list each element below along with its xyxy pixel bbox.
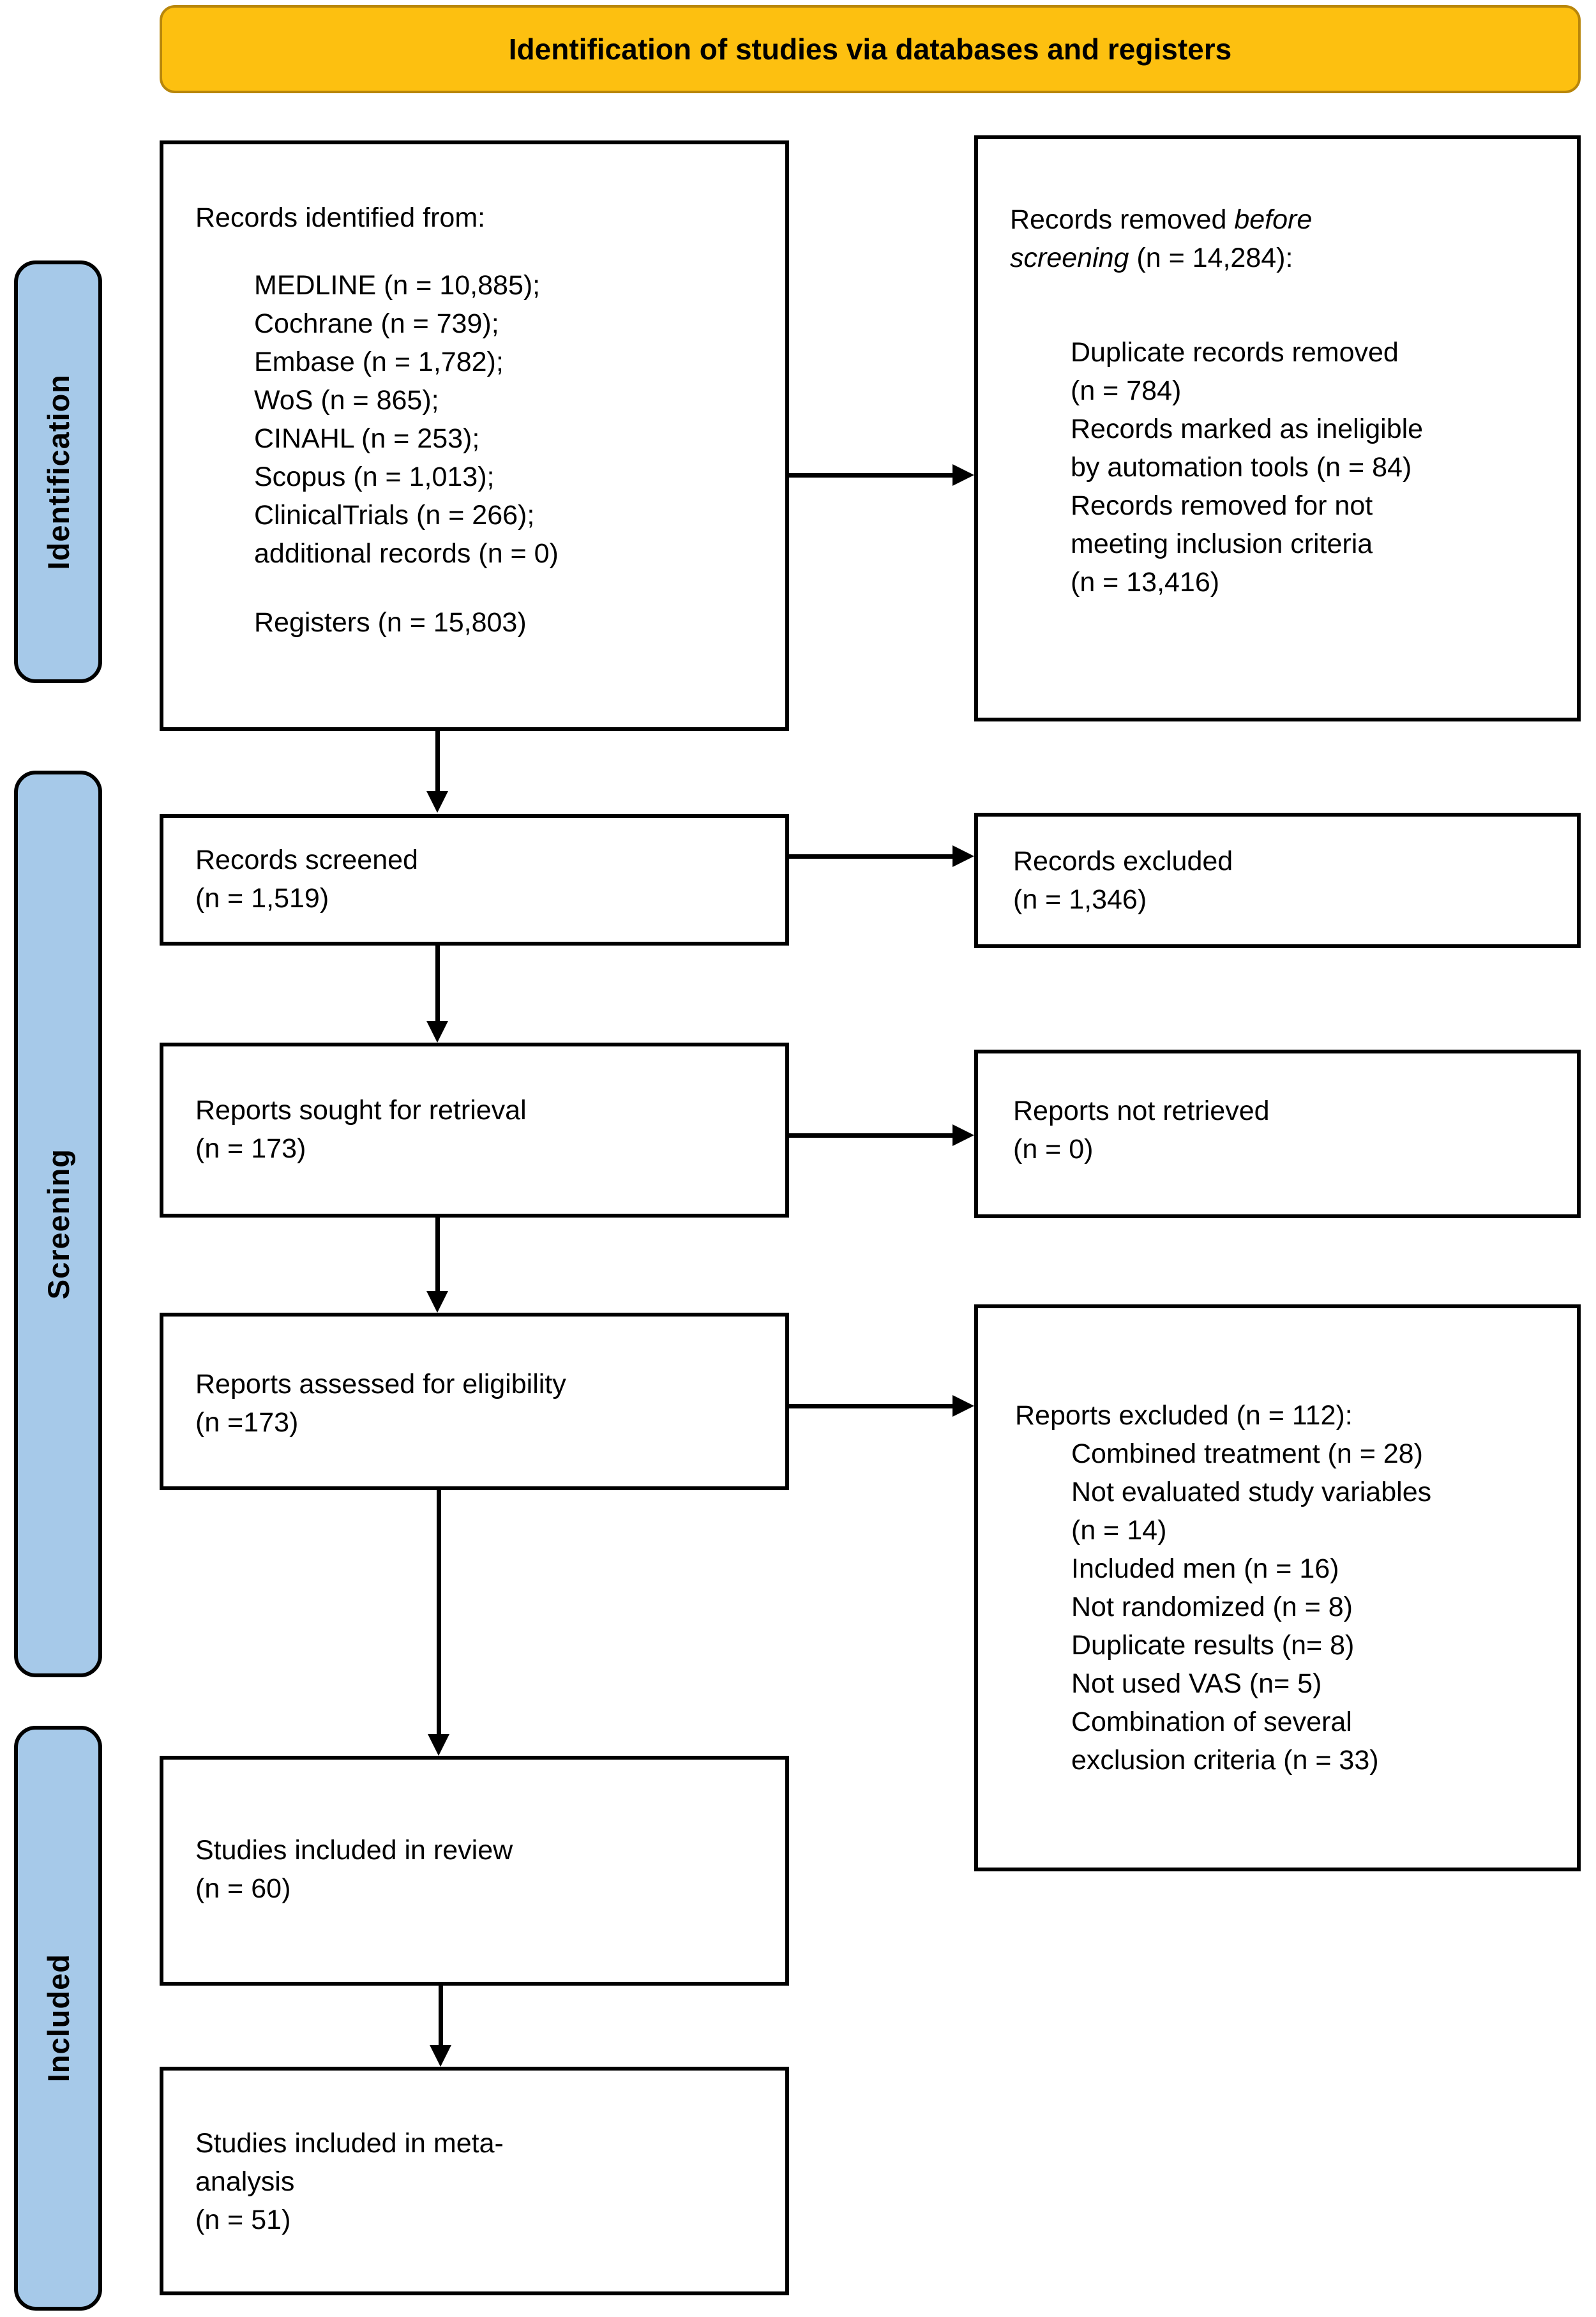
records-identified-sources: MEDLINE (n = 10,885); Cochrane (n = 739); Embase (n = 1,782); WoS (n = 865); CINAHL (n = 253); Scopus (n = 1,013); ClinicalTrials (n = 266); additional records (n = 0)	[254, 270, 559, 569]
studies-meta-box	[160, 2067, 789, 2295]
records-identified-registers: Registers (n = 15,803)	[254, 607, 527, 638]
phase-tab-identification	[14, 260, 102, 683]
arrow-review-to-meta-line	[439, 1986, 443, 2046]
records-screened-box	[160, 814, 789, 946]
banner-title: Identification of studies via databases and registers	[508, 33, 1232, 66]
arrow-sought-to-notretrieved-line	[789, 1133, 952, 1138]
studies-meta-text: Studies included in meta- analysis (n = 51)	[195, 2128, 504, 2235]
arrow-screened-to-excluded-head	[952, 845, 974, 867]
arrow-assessed-to-reportsexcluded-line	[789, 1404, 952, 1408]
records-removed-title	[1010, 200, 1555, 277]
arrow-identified-to-removed-head	[952, 464, 974, 486]
arrow-sought-to-assessed-line	[435, 1218, 440, 1292]
arrow-screened-to-sought-line	[435, 946, 440, 1022]
arrow-screened-to-sought-head	[426, 1021, 448, 1043]
studies-review-text: Studies included in review (n = 60)	[195, 1835, 513, 1904]
reports-assessed-box	[160, 1313, 789, 1490]
arrow-assessed-to-review-head	[428, 1734, 449, 1756]
records-identified-box	[160, 140, 789, 731]
reports-excluded-reasons: Combined treatment (n = 28) Not evaluated study variables (n = 14) Included men (n = 16) Not randomized (n = 8) Duplicate results (n= 8) Not used VAS (n= 5) Combination of several exclusion criteria (n = 33)	[1071, 1438, 1432, 1776]
reports-not-retrieved-text: Reports not retrieved (n = 0)	[1013, 1096, 1270, 1165]
arrow-identified-to-screened-line	[435, 731, 440, 792]
phase-tab-screening	[14, 771, 102, 1677]
records-identified-title: Records identified from:	[195, 202, 486, 233]
records-removed-title-italic2: screening	[1010, 243, 1129, 273]
phase-tab-included-label: Included	[41, 1954, 75, 2083]
records-removed-title-part1: Records removed	[1010, 204, 1235, 235]
arrow-assessed-to-review-line	[437, 1490, 441, 1735]
records-removed-box	[974, 135, 1581, 721]
studies-review-box	[160, 1756, 789, 1986]
reports-sought-box	[160, 1043, 789, 1218]
phase-tab-included	[14, 1726, 102, 2311]
arrow-assessed-to-reportsexcluded-head	[952, 1395, 974, 1417]
reports-excluded-title: Reports excluded (n = 112):	[1015, 1400, 1353, 1431]
records-screened-text: Records screened (n = 1,519)	[195, 845, 418, 914]
reports-sought-text: Reports sought for retrieval (n = 173)	[195, 1095, 527, 1164]
arrow-sought-to-assessed-head	[426, 1291, 448, 1313]
reports-excluded-box	[974, 1304, 1581, 1871]
arrow-screened-to-excluded-line	[789, 854, 952, 859]
records-removed-title-italic1: before	[1234, 204, 1313, 235]
records-removed-reasons: Duplicate records removed (n = 784) Records marked as ineligible by automation tools (n = 84) Records removed for not meeting inclusion criteria (n = 13,416)	[1071, 337, 1424, 598]
arrow-identified-to-screened-head	[426, 791, 448, 813]
records-excluded-box	[974, 813, 1581, 948]
arrow-sought-to-notretrieved-head	[952, 1124, 974, 1146]
phase-tab-screening-label: Screening	[41, 1148, 75, 1300]
phase-tab-identification-label: Identification	[41, 374, 75, 570]
reports-assessed-text: Reports assessed for eligibility (n =173)	[195, 1369, 566, 1438]
records-excluded-text: Records excluded (n = 1,346)	[1013, 846, 1233, 915]
arrow-review-to-meta-head	[430, 2045, 451, 2067]
title-banner	[160, 5, 1581, 93]
reports-not-retrieved-box	[974, 1050, 1581, 1218]
records-removed-title-part2: (n = 14,284):	[1129, 243, 1293, 273]
arrow-identified-to-removed-line	[789, 473, 952, 478]
